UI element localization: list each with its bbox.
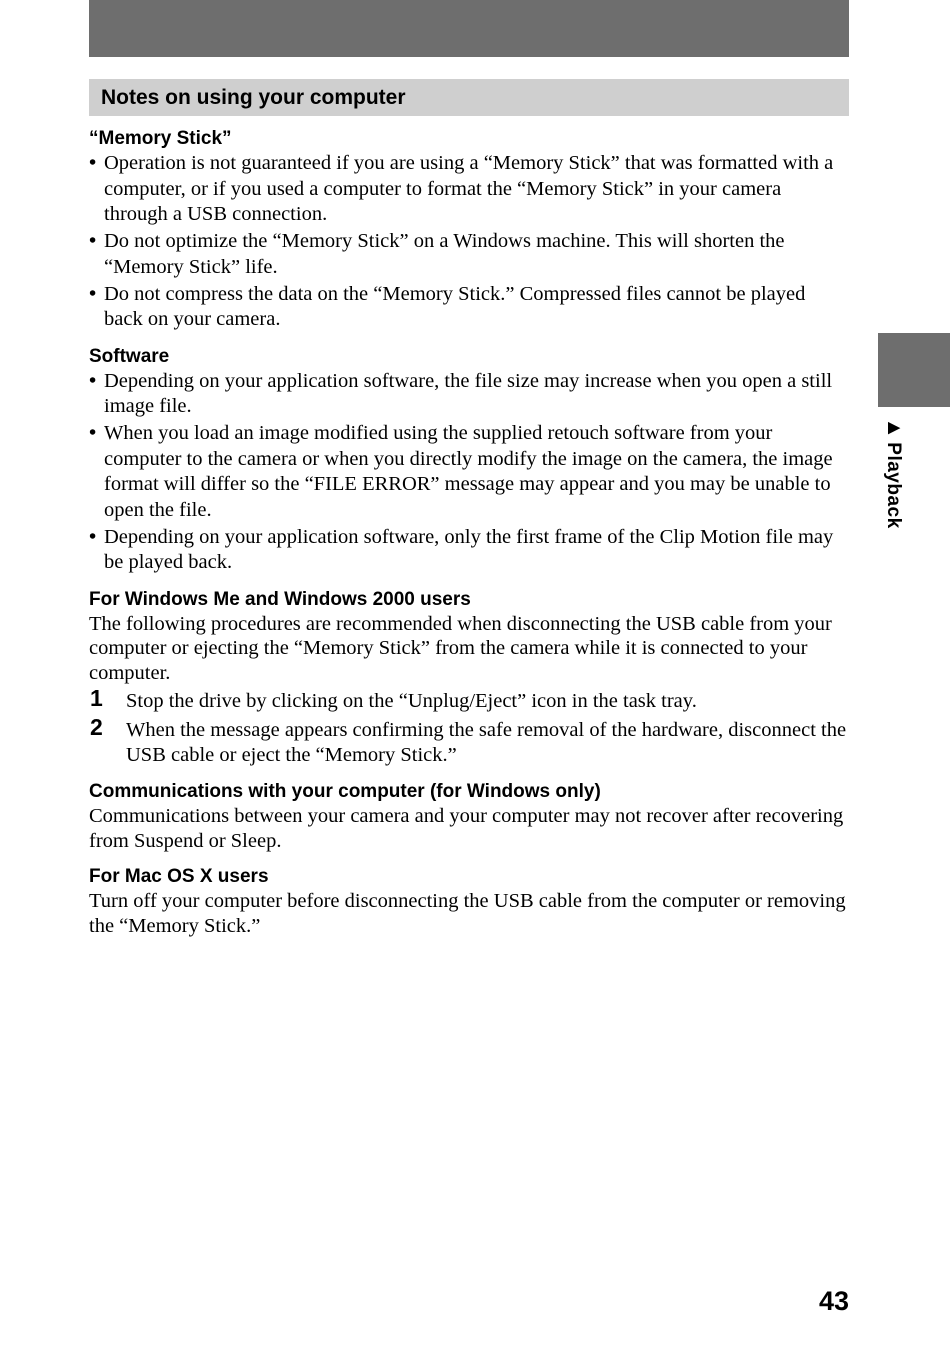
windows-steps: [89, 685, 847, 768]
bullet-icon: •: [89, 422, 97, 444]
software-section: [89, 345, 847, 576]
mac-heading: For Mac OS X users: [89, 866, 269, 887]
side-chapter-tab: [878, 333, 950, 407]
software-list: [89, 369, 847, 576]
list-item-text: Depending on your application software, only the first frame of the Clip Motion file may be played back.: [104, 525, 834, 573]
bullet-icon: •: [89, 369, 97, 392]
windows-section: [89, 588, 847, 769]
section-header: [89, 79, 849, 116]
side-chapter-label: [872, 418, 904, 548]
bullet-icon: •: [89, 282, 97, 305]
bullet-icon: •: [89, 152, 97, 174]
top-header-bar: [89, 0, 849, 57]
communications-section: [89, 780, 847, 853]
memory-stick-list: [89, 151, 847, 333]
mac-section: [89, 865, 847, 938]
mac-text: Turn off your computer before disconnecting the USB cable from the computer or removing the “Memory Stick.”: [89, 890, 846, 937]
communications-heading: Communications with your computer (for Windows only): [89, 781, 601, 802]
step-number: 1: [90, 685, 103, 711]
step-text: When the message appears confirming the safe removal of the hardware, disconnect the USB cable or eject the “Memory Stick.”: [126, 719, 847, 766]
list-item-text: Operation is not guaranteed if you are using a “Memory Stick” that was formatted with a computer, or if you used a computer to format the “Memory Stick” in your camera through a USB connection.: [104, 152, 834, 225]
list-item: [89, 525, 847, 576]
section-title: Notes on using your computer: [101, 85, 406, 109]
list-item: [89, 282, 847, 333]
list-item: [89, 369, 847, 420]
page-content: [89, 124, 847, 938]
software-heading: Software: [89, 345, 170, 367]
windows-heading: For Windows Me and Windows 2000 users: [89, 588, 471, 610]
list-item-text: When you load an image modified using the supplied retouch software from your computer to the camera or when you directly modify the image on the camera, the image format will differ so the “FILE ERROR” message may appear and you may be unable to open the file.: [104, 422, 833, 521]
triangle-marker-icon: ▶: [885, 418, 902, 437]
list-item-text: Do not compress the data on the “Memory Stick.” Compressed files cannot be played back on your camera.: [104, 282, 806, 330]
list-item: [89, 421, 847, 523]
step-number: 2: [90, 714, 103, 740]
memory-stick-heading: “Memory Stick”: [89, 128, 232, 149]
bullet-icon: •: [89, 230, 97, 252]
memory-stick-section: [89, 127, 847, 333]
communications-text: Communications between your camera and your computer may not recover after recovering from Suspend or Sleep.: [89, 805, 844, 852]
bullet-icon: •: [89, 525, 97, 548]
step-text: Stop the drive by clicking on the “Unplug/Eject” icon in the task tray.: [126, 690, 697, 712]
chapter-label: Playback: [883, 442, 904, 529]
windows-intro: The following procedures are recommended when disconnecting the USB cable from your computer or ejecting the “Memory Stick” from the camera while it is connected to your computer.: [89, 612, 832, 684]
list-item: [89, 229, 847, 280]
page-number: 43: [818, 1286, 849, 1316]
list-item-text: Do not optimize the “Memory Stick” on a Windows machine. This will shorten the “Memory Stick” life.: [104, 230, 785, 278]
step-item: [89, 714, 847, 768]
list-item: [89, 151, 847, 228]
step-item: [89, 685, 847, 714]
list-item-text: Depending on your application software, the file size may increase when you open a still image file.: [104, 369, 833, 417]
